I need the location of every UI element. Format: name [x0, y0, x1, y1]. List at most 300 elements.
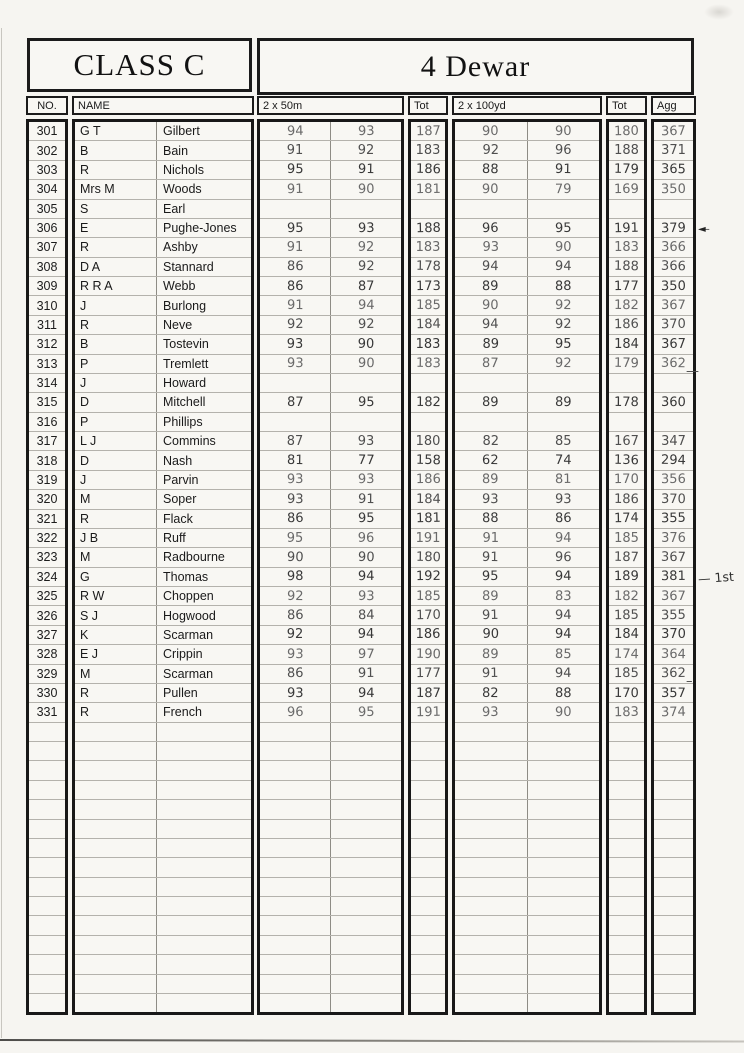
tot-50m-row	[411, 548, 445, 567]
no-row	[29, 161, 65, 180]
name-initials: B	[80, 143, 89, 158]
score-100yd-2: 94	[527, 606, 600, 624]
tot-100yd-value: 185	[613, 607, 640, 624]
tot-100yd-value: 136	[613, 452, 640, 469]
tot-50m-value	[411, 897, 445, 915]
no-value: 305	[36, 201, 58, 216]
score-50m-1	[260, 839, 330, 857]
score-50m-2: 95	[330, 703, 401, 721]
agg-row	[654, 916, 693, 935]
name-row	[75, 606, 251, 625]
no-row	[29, 703, 65, 722]
tot-50m-row	[411, 258, 445, 277]
score-100yd-row	[455, 897, 599, 916]
name-initials: S	[80, 201, 89, 216]
name-row	[75, 587, 251, 606]
score-50m-2	[330, 878, 401, 896]
score-100yd-2	[527, 781, 600, 799]
score-100yd-1	[455, 936, 527, 954]
agg-row	[654, 936, 693, 955]
score-100yd-2	[527, 916, 600, 934]
score-50m-row	[260, 994, 401, 1012]
agg-value: 379	[660, 220, 687, 236]
column-header-no	[26, 96, 68, 115]
agg-value: 355	[660, 510, 687, 527]
no-value: 317	[36, 434, 58, 449]
class-header-box	[27, 38, 252, 92]
score-100yd-row	[455, 665, 599, 684]
score-100yd-1: 91	[482, 607, 500, 624]
score-100yd-2: 94	[527, 626, 600, 644]
name-row	[75, 374, 251, 393]
tot-100yd-row	[609, 413, 644, 432]
score-100yd-1	[455, 800, 527, 818]
name-row	[75, 529, 251, 548]
name-column	[72, 119, 254, 1015]
no-row	[29, 335, 65, 354]
score-100yd-2	[527, 761, 600, 779]
score-100yd-1	[455, 839, 527, 857]
tot-50m-row	[411, 936, 445, 955]
tot-100yd-value: 183	[614, 239, 639, 255]
name-surname: Radbourne	[156, 548, 251, 566]
no-row	[29, 219, 65, 238]
tot-50m-row	[411, 839, 445, 858]
name-initials: E J	[80, 647, 99, 662]
name-initials: J	[80, 472, 87, 487]
no-value: 311	[37, 317, 57, 332]
tot-50m-value	[411, 723, 445, 741]
agg-row	[654, 839, 693, 858]
tot-100yd-row	[609, 587, 644, 606]
score-50m-2: 94	[330, 296, 401, 314]
agg-value	[654, 975, 693, 993]
no-row	[29, 800, 65, 819]
no-value: 327	[36, 627, 58, 642]
tot-50m-row	[411, 800, 445, 819]
score-50m-2: 92	[330, 141, 401, 159]
tot-100yd-value: 179	[613, 355, 640, 372]
tot-100yd-value: 188	[613, 259, 640, 275]
name-row	[75, 781, 251, 800]
name-row	[75, 645, 251, 664]
score-50m-row	[260, 761, 401, 780]
name-surname: Pughe-Jones	[156, 219, 251, 237]
agg-value: 365	[660, 162, 687, 178]
tot-50m-value	[411, 200, 445, 218]
no-value: 324	[36, 569, 58, 584]
tot-100yd-row	[609, 742, 644, 761]
name-surname: Thomas	[156, 568, 251, 586]
no-value	[29, 858, 65, 876]
agg-value	[654, 839, 693, 857]
score-100yd-1: 82	[482, 685, 500, 701]
agg-row	[654, 335, 693, 354]
agg-row	[654, 994, 693, 1012]
name-surname: Phillips	[156, 413, 251, 431]
no-value: 307	[36, 240, 58, 255]
score-50m-1: 92	[286, 627, 304, 643]
name-initials: D	[80, 395, 90, 410]
score-50m-1: 86	[286, 511, 304, 527]
agg-value	[654, 742, 693, 760]
name-surname: Choppen	[156, 587, 251, 605]
name-surname	[156, 781, 251, 799]
score-100yd-2	[527, 200, 600, 218]
no-value: 320	[36, 492, 58, 507]
tot-50m-row	[411, 916, 445, 935]
agg-row	[654, 471, 693, 490]
score-50m-2: 84	[330, 606, 401, 624]
agg-row	[654, 703, 693, 722]
name-surname: Soper	[156, 490, 251, 508]
score-50m-2: 94	[330, 626, 401, 644]
no-row	[29, 432, 65, 451]
agg-row	[654, 897, 693, 916]
no-value: 312	[36, 337, 58, 352]
score-100yd-row	[455, 141, 599, 160]
no-value: 329	[36, 666, 58, 681]
score-50m-row	[260, 219, 401, 238]
name-initials	[75, 839, 156, 857]
name-row	[75, 161, 251, 180]
name-surname	[156, 916, 251, 934]
score-100yd-row	[455, 606, 599, 625]
tot-50m-row	[411, 723, 445, 742]
score-100yd-2: 79	[527, 180, 600, 198]
no-value	[29, 936, 65, 954]
score-50m-1: 92	[286, 588, 304, 604]
name-initials: K	[80, 627, 89, 642]
tot-100yd-value: 177	[614, 278, 639, 294]
score-100yd-row	[455, 219, 599, 238]
name-row	[75, 238, 251, 257]
tot-100yd-row	[609, 180, 644, 199]
score-50m-1: 86	[286, 259, 304, 275]
column-header-2x50m	[257, 96, 404, 115]
tot-50m-value: 187	[415, 123, 441, 139]
tot-50m-value: 191	[415, 530, 441, 546]
tot-50m-value	[411, 839, 445, 857]
score-100yd-2: 83	[527, 587, 600, 605]
agg-row	[654, 761, 693, 780]
tot-100yd-value	[609, 820, 644, 838]
tot-50m-row	[411, 471, 445, 490]
score-50m-2: 87	[330, 277, 401, 295]
tot-100yd-value	[609, 742, 644, 760]
score-50m-row	[260, 820, 401, 839]
score-100yd-1: 87	[482, 356, 500, 372]
score-50m-1	[260, 994, 330, 1012]
score-100yd-row	[455, 510, 599, 529]
score-100yd-1	[455, 820, 527, 838]
no-value	[29, 994, 65, 1012]
agg-value: 360	[661, 394, 686, 411]
name-row	[75, 665, 251, 684]
tot-50m-row	[411, 432, 445, 451]
score-100yd-row	[455, 645, 599, 664]
tot-50m-row	[411, 645, 445, 664]
no-row	[29, 723, 65, 742]
name-row	[75, 413, 251, 432]
no-value: 328	[36, 647, 58, 662]
tot-100yd-row	[609, 529, 644, 548]
name-surname: Parvin	[156, 471, 251, 489]
score-50m-2: 92	[330, 238, 401, 256]
no-row	[29, 277, 65, 296]
score-100yd-2: 92	[527, 316, 600, 334]
name-surname	[156, 994, 251, 1012]
score-100yd-1: 93	[482, 239, 500, 255]
score-50m-2	[330, 839, 401, 857]
tot-50m-value: 186	[415, 627, 441, 643]
no-row	[29, 510, 65, 529]
name-surname: French	[156, 703, 251, 721]
score-50m-row	[260, 180, 401, 199]
score-100yd-1: 88	[482, 162, 500, 178]
tot-50m-row	[411, 703, 445, 722]
score-100yd-row	[455, 587, 599, 606]
score-50m-1	[260, 742, 330, 760]
score-100yd-2: 90	[527, 703, 600, 721]
no-value: 323	[36, 550, 58, 565]
name-row	[75, 723, 251, 742]
name-initials	[75, 916, 156, 934]
score-50m-row	[260, 122, 401, 141]
score-100yd-1	[455, 897, 527, 915]
tot-100yd-row	[609, 393, 644, 412]
name-surname: Hogwood	[156, 606, 251, 624]
tot-100yd-row	[609, 490, 644, 509]
name-row	[75, 180, 251, 199]
score-50m-1	[260, 820, 330, 838]
score-50m-row	[260, 878, 401, 897]
score-50m-row	[260, 587, 401, 606]
name-initials: J	[80, 298, 87, 313]
no-value	[29, 878, 65, 896]
tot-100yd-row	[609, 955, 644, 974]
agg-value: 370	[661, 491, 686, 507]
score-100yd-row	[455, 761, 599, 780]
score-100yd-2	[527, 878, 600, 896]
tot-50m-row	[411, 238, 445, 257]
agg-value: 367	[661, 588, 686, 604]
column-header-agg	[651, 96, 696, 115]
score-100yd-1: 89	[482, 588, 500, 604]
name-surname: Tremlett	[156, 355, 251, 373]
score-50m-2	[330, 200, 401, 218]
tot-50m-row	[411, 568, 445, 587]
score-50m-2: 96	[330, 529, 401, 547]
tot-100yd-value	[609, 878, 644, 896]
score-50m-row	[260, 606, 401, 625]
name-initials: L J	[80, 434, 97, 449]
no-value	[29, 723, 65, 741]
score-50m-row	[260, 955, 401, 974]
score-50m-row	[260, 529, 401, 548]
score-100yd-1: 95	[482, 569, 500, 585]
score-100yd-row	[455, 781, 599, 800]
agg-value	[654, 936, 693, 954]
score-100yd-1: 89	[482, 336, 500, 352]
agg-row	[654, 490, 693, 509]
column-header-tot-100yd-label: Tot	[612, 99, 627, 112]
tot-100yd-value	[609, 761, 644, 779]
score-50m-row	[260, 936, 401, 955]
score-100yd-2: 94	[527, 665, 600, 683]
score-100yd-1	[455, 916, 527, 934]
tot-100yd-value	[609, 200, 644, 218]
score-100yd-2	[527, 374, 600, 392]
score-100yd-row	[455, 374, 599, 393]
tot-50m-row	[411, 374, 445, 393]
agg-row	[654, 606, 693, 625]
score-50m-2	[330, 800, 401, 818]
no-value: 322	[36, 531, 58, 546]
score-50m-1: 92	[286, 317, 304, 333]
name-row	[75, 200, 251, 219]
tot-50m-value: 192	[415, 569, 441, 585]
score-50m-2: 97	[330, 645, 401, 663]
tot-100yd-row	[609, 161, 644, 180]
score-100yd-row	[455, 820, 599, 839]
score-100yd-2: 85	[527, 645, 600, 663]
tot-50m-value: 184	[415, 491, 441, 507]
tot-50m-value: 185	[415, 588, 441, 604]
agg-value: 374	[660, 704, 687, 721]
name-initials	[75, 858, 156, 876]
tot-50m-value: 181	[415, 181, 441, 197]
score-50m-1	[260, 858, 330, 876]
name-surname	[156, 878, 251, 896]
score-50m-1: 96	[286, 704, 304, 721]
score-100yd-1: 82	[482, 433, 500, 449]
score-100yd-row	[455, 568, 599, 587]
name-row	[75, 936, 251, 955]
score-100yd-row	[455, 277, 599, 296]
score-100yd-2: 94	[527, 568, 600, 586]
tot-50m-value: 183	[415, 239, 441, 255]
score-50m-row	[260, 510, 401, 529]
name-initials: R R A	[80, 279, 113, 294]
score-50m-1	[260, 800, 330, 818]
score-100yd-1: 90	[482, 627, 500, 643]
tot-100yd-value: 184	[614, 336, 639, 352]
agg-row	[654, 451, 693, 470]
agg-value: 294	[660, 452, 687, 469]
tot-100yd-value	[609, 955, 644, 973]
score-100yd-row	[455, 200, 599, 219]
agg-row	[654, 122, 693, 141]
tot-50m-row	[411, 451, 445, 470]
name-initials: G	[80, 569, 90, 584]
agg-value	[654, 761, 693, 779]
tot-50m-value	[411, 800, 445, 818]
match-header-box	[257, 38, 694, 95]
name-surname: Nichols	[156, 161, 251, 179]
score-50m-row	[260, 200, 401, 219]
no-row	[29, 413, 65, 432]
tot-50m-row	[411, 955, 445, 974]
score-100yd-1	[455, 742, 527, 760]
score-50m-2	[330, 994, 401, 1012]
agg-column	[651, 119, 696, 1015]
agg-row	[654, 626, 693, 645]
score-100yd-2	[527, 858, 600, 876]
score-50m-row	[260, 413, 401, 432]
name-initials	[75, 955, 156, 973]
agg-row	[654, 432, 693, 451]
agg-row	[654, 858, 693, 877]
name-surname	[156, 820, 251, 838]
score-100yd-2: 91	[527, 161, 600, 179]
tot-100yd-row	[609, 238, 644, 257]
agg-value	[654, 897, 693, 915]
name-initials: R W	[80, 589, 105, 604]
column-header-2x100yd	[452, 96, 602, 115]
score-100yd-1	[455, 994, 527, 1012]
score-100yd-2: 90	[527, 122, 600, 140]
name-row	[75, 316, 251, 335]
score-50m-2: 90	[330, 180, 401, 198]
tot-100yd-value: 186	[614, 491, 639, 507]
tot-100yd-value: 184	[614, 627, 639, 643]
score-100yd-2: 93	[527, 490, 600, 508]
name-row	[75, 335, 251, 354]
tot-50m-row	[411, 606, 445, 625]
name-initials: D	[80, 453, 90, 468]
no-row	[29, 393, 65, 412]
tot-100yd-value	[609, 781, 644, 799]
agg-row	[654, 742, 693, 761]
agg-value: 381	[661, 569, 686, 585]
agg-row	[654, 781, 693, 800]
no-row	[29, 645, 65, 664]
score-100yd-2: 86	[527, 510, 600, 528]
scan-speckle-artifact	[704, 4, 734, 20]
tot-100yd-row	[609, 296, 644, 315]
score-100yd-row	[455, 529, 599, 548]
agg-row	[654, 238, 693, 257]
tot-100yd-value: 180	[613, 123, 640, 139]
agg-value: 370	[661, 627, 686, 643]
tot-50m-row	[411, 742, 445, 761]
no-value: 326	[36, 608, 58, 623]
tot-100yd-row	[609, 626, 644, 645]
score-100yd-1: 90	[482, 297, 500, 314]
tot-50m-row	[411, 878, 445, 897]
score-100yd-2	[527, 955, 600, 973]
agg-value	[654, 916, 693, 934]
tot-50m-row	[411, 161, 445, 180]
score-50m-2: 94	[330, 684, 401, 702]
score-100yd-1	[455, 878, 527, 896]
name-row	[75, 858, 251, 877]
no-row	[29, 587, 65, 606]
score-100yd-2: 89	[527, 393, 600, 411]
no-value: 316	[36, 414, 58, 429]
no-row	[29, 238, 65, 257]
name-surname: Earl	[156, 200, 251, 218]
tot-50m-row	[411, 393, 445, 412]
name-initials	[75, 781, 156, 799]
agg-value: 367	[660, 549, 687, 566]
score-50m-row	[260, 471, 401, 490]
name-initials	[75, 723, 156, 741]
score-100yd-row	[455, 975, 599, 994]
tot-50m-value: 191	[415, 704, 441, 721]
tot-100yd-value: 185	[614, 666, 639, 682]
